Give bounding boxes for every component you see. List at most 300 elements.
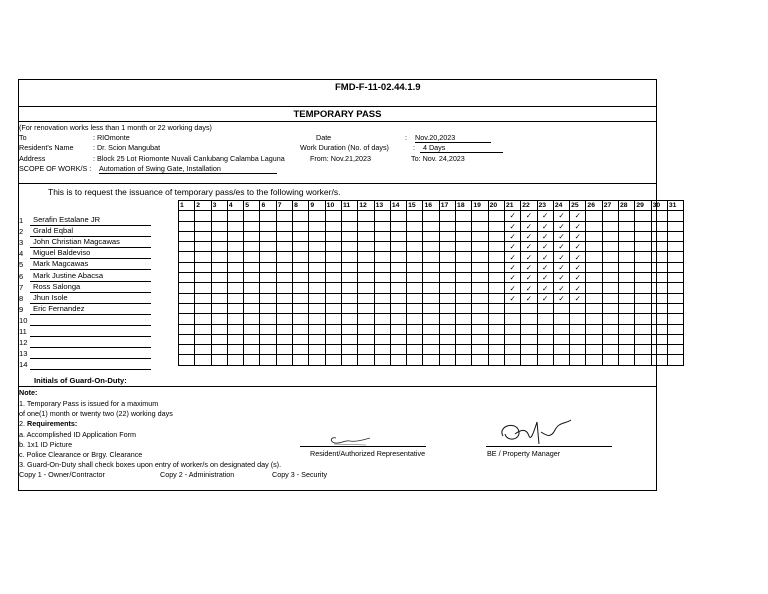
day-cell[interactable] (602, 345, 618, 355)
day-cell[interactable] (260, 262, 276, 272)
day-cell[interactable] (488, 231, 504, 241)
day-cell[interactable] (667, 262, 683, 272)
day-cell[interactable] (472, 273, 488, 283)
day-cell[interactable] (667, 345, 683, 355)
day-cell[interactable] (293, 303, 309, 313)
day-cell[interactable] (179, 355, 195, 365)
day-cell[interactable] (407, 293, 423, 303)
day-cell[interactable] (211, 221, 227, 231)
day-cell[interactable] (195, 252, 211, 262)
day-cell[interactable] (635, 345, 651, 355)
day-cell[interactable] (309, 283, 325, 293)
day-cell[interactable] (390, 345, 406, 355)
day-cell[interactable] (423, 355, 439, 365)
day-cell[interactable] (423, 211, 439, 221)
day-cell[interactable] (309, 211, 325, 221)
day-cell[interactable] (651, 293, 667, 303)
day-cell[interactable] (358, 303, 374, 313)
day-cell[interactable] (521, 324, 537, 334)
day-cell[interactable] (276, 211, 292, 221)
day-cell[interactable] (488, 355, 504, 365)
day-cell[interactable] (651, 252, 667, 262)
check-mark-icon[interactable]: ✓ (553, 293, 569, 303)
day-cell[interactable] (325, 221, 341, 231)
day-cell[interactable] (390, 273, 406, 283)
day-cell[interactable] (179, 324, 195, 334)
day-cell[interactable] (423, 273, 439, 283)
day-cell[interactable] (260, 231, 276, 241)
day-cell[interactable] (227, 334, 243, 344)
day-cell[interactable] (439, 221, 455, 231)
day-cell[interactable] (423, 334, 439, 344)
day-cell[interactable] (488, 293, 504, 303)
day-cell[interactable] (472, 262, 488, 272)
day-cell[interactable] (488, 262, 504, 272)
day-cell[interactable] (602, 303, 618, 313)
day-cell[interactable] (374, 221, 390, 231)
day-cell[interactable] (602, 334, 618, 344)
day-cell[interactable] (358, 211, 374, 221)
day-cell[interactable] (309, 324, 325, 334)
day-cell[interactable] (537, 334, 553, 344)
day-cell[interactable] (179, 242, 195, 252)
day-cell[interactable] (358, 262, 374, 272)
day-cell[interactable] (407, 355, 423, 365)
day-cell[interactable] (325, 252, 341, 262)
day-cell[interactable] (195, 324, 211, 334)
day-cell[interactable] (260, 334, 276, 344)
day-cell[interactable] (341, 334, 357, 344)
day-cell[interactable] (195, 221, 211, 231)
day-cell[interactable] (260, 273, 276, 283)
day-cell[interactable] (602, 273, 618, 283)
check-mark-icon[interactable]: ✓ (521, 242, 537, 252)
day-cell[interactable] (227, 252, 243, 262)
day-cell[interactable] (472, 242, 488, 252)
day-cell[interactable] (504, 355, 520, 365)
day-cell[interactable] (374, 324, 390, 334)
day-cell[interactable] (602, 293, 618, 303)
day-cell[interactable] (504, 314, 520, 324)
check-mark-icon[interactable]: ✓ (537, 293, 553, 303)
day-cell[interactable] (374, 314, 390, 324)
day-cell[interactable] (227, 314, 243, 324)
day-cell[interactable] (195, 345, 211, 355)
check-mark-icon[interactable]: ✓ (504, 293, 520, 303)
day-cell[interactable] (227, 242, 243, 252)
day-cell[interactable] (586, 211, 602, 221)
day-cell[interactable] (244, 334, 260, 344)
day-cell[interactable] (602, 231, 618, 241)
day-cell[interactable] (619, 293, 635, 303)
day-cell[interactable] (439, 252, 455, 262)
day-cell[interactable] (227, 231, 243, 241)
day-cell[interactable] (341, 231, 357, 241)
day-cell[interactable] (407, 283, 423, 293)
check-mark-icon[interactable]: ✓ (537, 211, 553, 221)
day-cell[interactable] (260, 303, 276, 313)
day-cell[interactable] (195, 314, 211, 324)
day-cell[interactable] (293, 314, 309, 324)
day-cell[interactable] (570, 355, 586, 365)
day-cell[interactable] (586, 262, 602, 272)
check-mark-icon[interactable]: ✓ (521, 293, 537, 303)
day-cell[interactable] (456, 211, 472, 221)
day-cell[interactable] (407, 252, 423, 262)
check-mark-icon[interactable]: ✓ (504, 211, 520, 221)
day-cell[interactable] (244, 283, 260, 293)
day-cell[interactable] (488, 221, 504, 231)
check-mark-icon[interactable]: ✓ (521, 283, 537, 293)
day-cell[interactable] (260, 293, 276, 303)
day-cell[interactable] (179, 293, 195, 303)
day-cell[interactable] (619, 211, 635, 221)
day-cell[interactable] (276, 273, 292, 283)
day-cell[interactable] (423, 345, 439, 355)
day-cell[interactable] (195, 242, 211, 252)
day-cell[interactable] (667, 293, 683, 303)
day-cell[interactable] (456, 252, 472, 262)
day-cell[interactable] (439, 293, 455, 303)
day-cell[interactable] (309, 314, 325, 324)
day-cell[interactable] (439, 334, 455, 344)
day-cell[interactable] (341, 293, 357, 303)
day-cell[interactable] (635, 283, 651, 293)
day-cell[interactable] (325, 355, 341, 365)
day-cell[interactable] (651, 273, 667, 283)
day-cell[interactable] (260, 242, 276, 252)
day-cell[interactable] (635, 262, 651, 272)
day-cell[interactable] (407, 303, 423, 313)
day-cell[interactable] (195, 273, 211, 283)
day-cell[interactable] (293, 252, 309, 262)
day-cell[interactable] (635, 334, 651, 344)
day-cell[interactable] (227, 324, 243, 334)
day-cell[interactable] (195, 283, 211, 293)
check-mark-icon[interactable]: ✓ (553, 252, 569, 262)
day-cell[interactable] (244, 262, 260, 272)
day-cell[interactable] (456, 231, 472, 241)
day-cell[interactable] (276, 262, 292, 272)
day-cell[interactable] (667, 334, 683, 344)
day-cell[interactable] (423, 293, 439, 303)
check-mark-icon[interactable]: ✓ (537, 252, 553, 262)
day-cell[interactable] (472, 283, 488, 293)
day-cell[interactable] (456, 293, 472, 303)
check-mark-icon[interactable]: ✓ (570, 211, 586, 221)
day-cell[interactable] (602, 324, 618, 334)
check-mark-icon[interactable]: ✓ (570, 293, 586, 303)
day-cell[interactable] (667, 324, 683, 334)
check-mark-icon[interactable]: ✓ (537, 242, 553, 252)
day-cell[interactable] (276, 324, 292, 334)
day-cell[interactable] (439, 262, 455, 272)
day-cell[interactable] (211, 324, 227, 334)
day-cell[interactable] (211, 252, 227, 262)
day-cell[interactable] (423, 314, 439, 324)
check-mark-icon[interactable]: ✓ (570, 231, 586, 241)
check-mark-icon[interactable]: ✓ (521, 231, 537, 241)
day-cell[interactable] (537, 345, 553, 355)
check-mark-icon[interactable]: ✓ (521, 221, 537, 231)
day-cell[interactable] (423, 262, 439, 272)
day-cell[interactable] (358, 242, 374, 252)
check-mark-icon[interactable]: ✓ (553, 221, 569, 231)
day-cell[interactable] (472, 293, 488, 303)
day-cell[interactable] (586, 334, 602, 344)
day-cell[interactable] (635, 231, 651, 241)
day-cell[interactable] (390, 314, 406, 324)
day-cell[interactable] (635, 324, 651, 334)
day-cell[interactable] (374, 242, 390, 252)
day-cell[interactable] (341, 314, 357, 324)
day-cell[interactable] (488, 283, 504, 293)
day-cell[interactable] (667, 242, 683, 252)
day-cell[interactable] (456, 314, 472, 324)
day-cell[interactable] (293, 242, 309, 252)
day-cell[interactable] (244, 211, 260, 221)
day-cell[interactable] (504, 303, 520, 313)
day-cell[interactable] (635, 293, 651, 303)
day-cell[interactable] (358, 273, 374, 283)
day-cell[interactable] (651, 303, 667, 313)
day-cell[interactable] (325, 345, 341, 355)
day-cell[interactable] (325, 334, 341, 344)
day-cell[interactable] (439, 231, 455, 241)
day-cell[interactable] (374, 273, 390, 283)
day-cell[interactable] (521, 345, 537, 355)
day-cell[interactable] (407, 231, 423, 241)
day-cell[interactable] (390, 355, 406, 365)
day-cell[interactable] (488, 303, 504, 313)
check-mark-icon[interactable]: ✓ (570, 262, 586, 272)
day-cell[interactable] (211, 242, 227, 252)
day-cell[interactable] (309, 334, 325, 344)
day-cell[interactable] (260, 314, 276, 324)
check-mark-icon[interactable]: ✓ (504, 221, 520, 231)
day-cell[interactable] (439, 273, 455, 283)
check-mark-icon[interactable]: ✓ (537, 283, 553, 293)
day-cell[interactable] (293, 231, 309, 241)
day-cell[interactable] (586, 221, 602, 231)
day-cell[interactable] (619, 273, 635, 283)
day-cell[interactable] (602, 355, 618, 365)
day-cell[interactable] (390, 262, 406, 272)
day-cell[interactable] (651, 314, 667, 324)
day-cell[interactable] (602, 283, 618, 293)
day-cell[interactable] (293, 355, 309, 365)
day-cell[interactable] (667, 283, 683, 293)
day-cell[interactable] (293, 221, 309, 231)
day-cell[interactable] (374, 211, 390, 221)
day-cell[interactable] (293, 273, 309, 283)
day-cell[interactable] (651, 324, 667, 334)
day-cell[interactable] (488, 211, 504, 221)
day-cell[interactable] (244, 242, 260, 252)
day-cell[interactable] (586, 355, 602, 365)
day-cell[interactable] (553, 345, 569, 355)
check-mark-icon[interactable]: ✓ (570, 273, 586, 283)
day-cell[interactable] (553, 334, 569, 344)
day-cell[interactable] (244, 231, 260, 241)
day-cell[interactable] (244, 303, 260, 313)
day-cell[interactable] (211, 211, 227, 221)
day-cell[interactable] (325, 283, 341, 293)
day-cell[interactable] (423, 324, 439, 334)
day-cell[interactable] (521, 303, 537, 313)
day-cell[interactable] (309, 252, 325, 262)
day-cell[interactable] (195, 334, 211, 344)
day-cell[interactable] (586, 273, 602, 283)
day-cell[interactable] (390, 211, 406, 221)
day-cell[interactable] (619, 334, 635, 344)
day-cell[interactable] (439, 242, 455, 252)
day-cell[interactable] (439, 283, 455, 293)
day-cell[interactable] (488, 334, 504, 344)
day-cell[interactable] (179, 273, 195, 283)
day-cell[interactable] (456, 334, 472, 344)
day-cell[interactable] (179, 303, 195, 313)
day-cell[interactable] (456, 283, 472, 293)
day-cell[interactable] (651, 345, 667, 355)
day-cell[interactable] (260, 221, 276, 231)
day-cell[interactable] (456, 324, 472, 334)
day-cell[interactable] (488, 242, 504, 252)
day-cell[interactable] (602, 314, 618, 324)
day-cell[interactable] (667, 355, 683, 365)
day-cell[interactable] (179, 262, 195, 272)
day-cell[interactable] (341, 211, 357, 221)
day-cell[interactable] (570, 303, 586, 313)
day-cell[interactable] (635, 355, 651, 365)
day-cell[interactable] (439, 324, 455, 334)
check-mark-icon[interactable]: ✓ (504, 273, 520, 283)
day-cell[interactable] (472, 324, 488, 334)
day-cell[interactable] (537, 314, 553, 324)
day-cell[interactable] (211, 345, 227, 355)
day-cell[interactable] (439, 314, 455, 324)
day-cell[interactable] (227, 355, 243, 365)
day-cell[interactable] (570, 345, 586, 355)
check-mark-icon[interactable]: ✓ (521, 211, 537, 221)
day-cell[interactable] (472, 334, 488, 344)
day-cell[interactable] (358, 324, 374, 334)
day-cell[interactable] (309, 355, 325, 365)
day-cell[interactable] (635, 273, 651, 283)
day-cell[interactable] (276, 252, 292, 262)
day-cell[interactable] (553, 355, 569, 365)
day-cell[interactable] (423, 303, 439, 313)
check-mark-icon[interactable]: ✓ (521, 273, 537, 283)
day-cell[interactable] (667, 211, 683, 221)
day-cell[interactable] (293, 334, 309, 344)
day-cell[interactable] (325, 262, 341, 272)
day-cell[interactable] (667, 231, 683, 241)
day-cell[interactable] (244, 314, 260, 324)
check-mark-icon[interactable]: ✓ (570, 221, 586, 231)
day-cell[interactable] (423, 231, 439, 241)
day-cell[interactable] (390, 334, 406, 344)
day-cell[interactable] (407, 324, 423, 334)
day-cell[interactable] (374, 355, 390, 365)
check-mark-icon[interactable]: ✓ (570, 242, 586, 252)
check-mark-icon[interactable]: ✓ (521, 262, 537, 272)
day-cell[interactable] (635, 211, 651, 221)
day-cell[interactable] (358, 293, 374, 303)
day-cell[interactable] (651, 242, 667, 252)
day-cell[interactable] (244, 324, 260, 334)
day-cell[interactable] (488, 324, 504, 334)
day-cell[interactable] (358, 252, 374, 262)
day-cell[interactable] (619, 252, 635, 262)
day-cell[interactable] (276, 231, 292, 241)
day-cell[interactable] (635, 314, 651, 324)
day-cell[interactable] (504, 324, 520, 334)
day-cell[interactable] (390, 252, 406, 262)
check-mark-icon[interactable]: ✓ (553, 273, 569, 283)
day-cell[interactable] (602, 211, 618, 221)
day-cell[interactable] (195, 262, 211, 272)
day-cell[interactable] (586, 345, 602, 355)
day-cell[interactable] (276, 283, 292, 293)
day-cell[interactable] (390, 293, 406, 303)
day-cell[interactable] (602, 221, 618, 231)
day-cell[interactable] (325, 242, 341, 252)
day-cell[interactable] (374, 345, 390, 355)
day-cell[interactable] (488, 273, 504, 283)
day-cell[interactable] (635, 221, 651, 231)
day-cell[interactable] (341, 345, 357, 355)
day-cell[interactable] (276, 221, 292, 231)
day-cell[interactable] (195, 211, 211, 221)
check-mark-icon[interactable]: ✓ (504, 262, 520, 272)
day-cell[interactable] (244, 293, 260, 303)
day-cell[interactable] (619, 314, 635, 324)
day-cell[interactable] (602, 262, 618, 272)
day-cell[interactable] (309, 242, 325, 252)
day-cell[interactable] (293, 262, 309, 272)
day-cell[interactable] (472, 211, 488, 221)
day-cell[interactable] (619, 303, 635, 313)
day-cell[interactable] (374, 334, 390, 344)
day-cell[interactable] (179, 231, 195, 241)
check-mark-icon[interactable]: ✓ (570, 252, 586, 262)
day-cell[interactable] (341, 303, 357, 313)
day-cell[interactable] (570, 314, 586, 324)
day-cell[interactable] (341, 262, 357, 272)
day-cell[interactable] (227, 273, 243, 283)
day-cell[interactable] (325, 324, 341, 334)
day-cell[interactable] (586, 231, 602, 241)
day-cell[interactable] (407, 334, 423, 344)
day-cell[interactable] (651, 262, 667, 272)
day-cell[interactable] (341, 283, 357, 293)
day-cell[interactable] (390, 242, 406, 252)
day-cell[interactable] (358, 314, 374, 324)
day-cell[interactable] (456, 262, 472, 272)
day-cell[interactable] (227, 211, 243, 221)
day-cell[interactable] (358, 334, 374, 344)
day-cell[interactable] (358, 221, 374, 231)
check-mark-icon[interactable]: ✓ (553, 242, 569, 252)
day-cell[interactable] (619, 231, 635, 241)
day-cell[interactable] (570, 324, 586, 334)
day-cell[interactable] (651, 231, 667, 241)
day-cell[interactable] (211, 334, 227, 344)
day-cell[interactable] (423, 221, 439, 231)
day-cell[interactable] (260, 252, 276, 262)
day-cell[interactable] (358, 345, 374, 355)
